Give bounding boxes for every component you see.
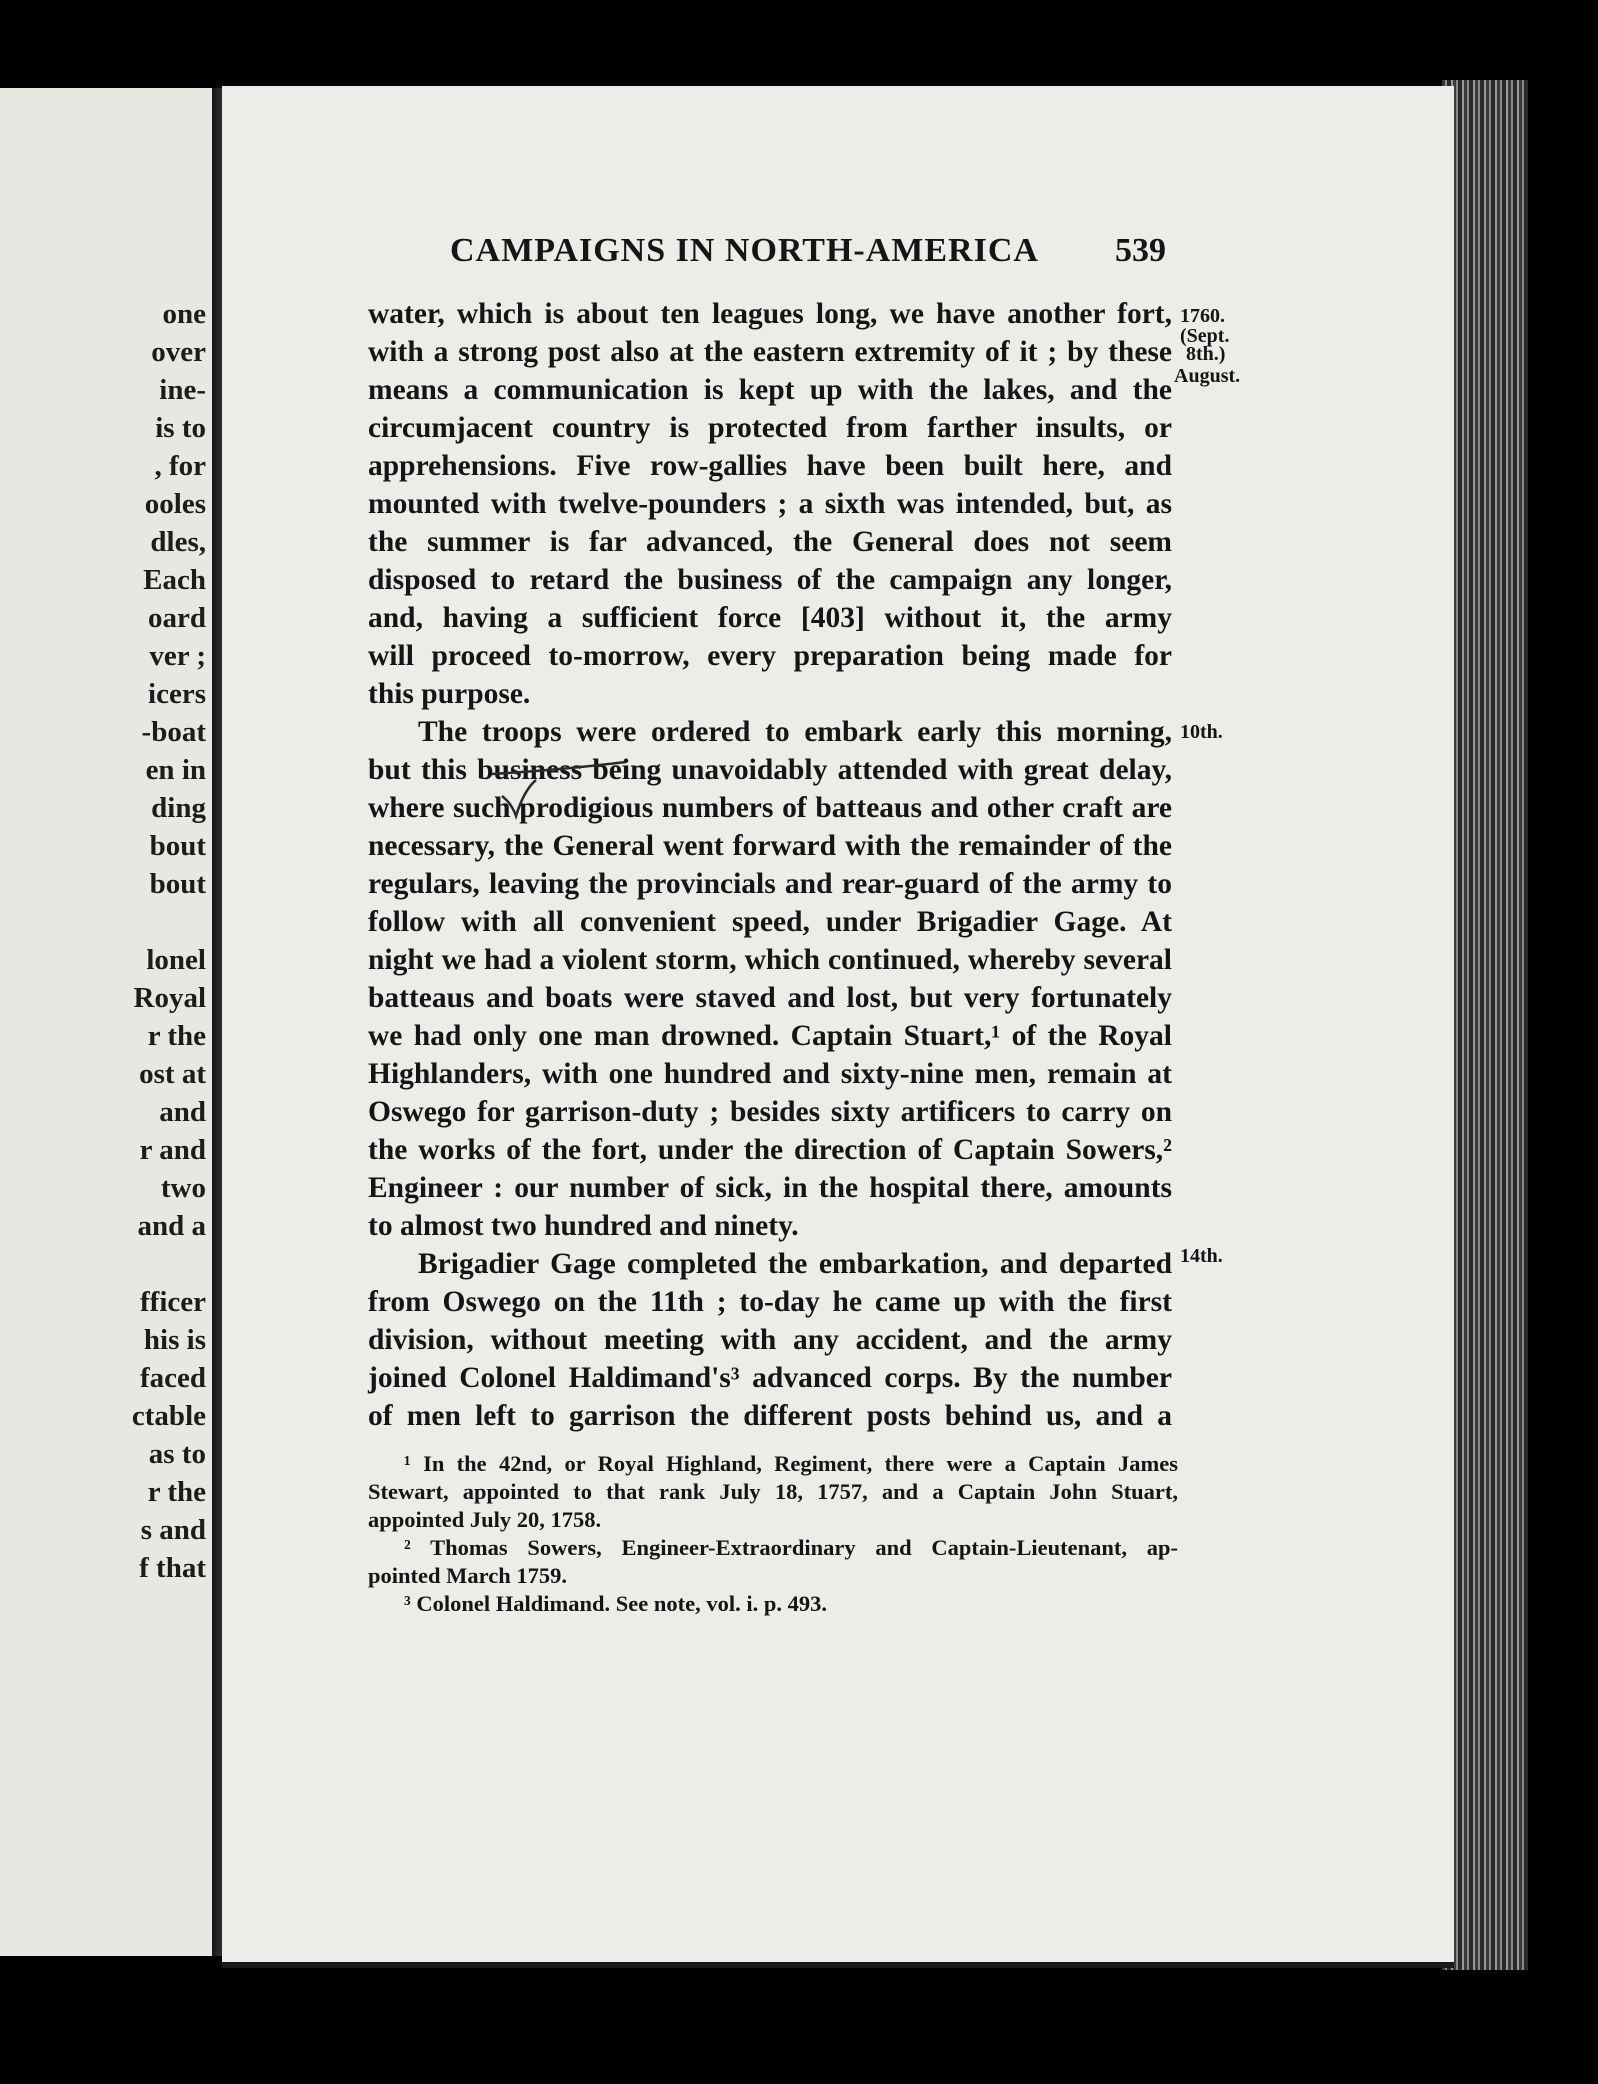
facing-page-line: two: [160, 1172, 206, 1204]
body-line: necessary, the General went forward with the remainder of the: [368, 830, 1172, 862]
facing-page-line: en in: [145, 754, 206, 786]
body-line: to almost two hundred and ninety.: [368, 1210, 799, 1242]
facing-page-line: and: [159, 1096, 206, 1128]
footnote-line: ² Thomas Sowers, Engineer-Extraordinary and Captain-Lieutenant, ap-: [404, 1535, 1178, 1560]
body-line: division, without meeting with any accident, and the army: [368, 1324, 1172, 1356]
body-line: regulars, leaving the provincials and rear-guard of the army to: [368, 868, 1172, 900]
body-line: the summer is far advanced, the General does not seem: [368, 526, 1172, 558]
body-line: apprehensions. Five row-gallies have been built here, and: [368, 450, 1172, 482]
body-line: night we had a violent storm, which continued, whereby several: [368, 944, 1172, 976]
body-line: mounted with twelve-pounders ; a sixth was intended, but, as: [368, 488, 1172, 520]
footnote-line: ³ Colonel Haldimand. See note, vol. i. p. 493.: [404, 1591, 828, 1616]
body-line: the works of the fort, under the direction of Captain Sowers,²: [368, 1134, 1172, 1166]
body-line: Engineer : our number of sick, in the hospital there, amounts: [368, 1172, 1172, 1204]
facing-page-line: ine-: [159, 374, 206, 406]
body-line: from Oswego on the 11th ; to-day he came up with the first: [368, 1286, 1172, 1318]
facing-page-line: dles,: [150, 526, 206, 558]
margin-note-year: 1760.: [1180, 305, 1225, 327]
facing-page-line: fficer: [140, 1286, 206, 1318]
facing-page-line: -boat: [141, 716, 206, 748]
facing-page-line: faced: [139, 1362, 206, 1394]
facing-page-line: over: [151, 336, 206, 368]
body-line: this purpose.: [368, 678, 531, 710]
facing-page-line: lonel: [146, 944, 206, 976]
footnote-line: Stewart, appointed to that rank July 18, 1757, and a Captain John Stuart,: [368, 1479, 1178, 1504]
facing-page-line: ost at: [139, 1058, 206, 1090]
footnote-line: ¹ In the 42nd, or Royal Highland, Regiment, there were a Captain James: [404, 1451, 1178, 1476]
facing-page-line: ooles: [144, 488, 206, 520]
facing-page-line: f that: [139, 1552, 206, 1584]
facing-page-line: bout: [149, 830, 206, 862]
running-head: CAMPAIGNS IN NORTH-AMERICA: [450, 232, 1039, 269]
facing-page-line: ding: [151, 792, 206, 824]
body-line: but this business being unavoidably attended with great delay,: [368, 754, 1172, 786]
facing-page-line: s and: [140, 1514, 206, 1546]
facing-page-line: ctable: [131, 1400, 206, 1432]
facing-page-line: and a: [137, 1210, 206, 1242]
facing-page-line: his is: [143, 1324, 206, 1356]
facing-page-line: Royal: [133, 982, 206, 1014]
facing-page-line: icers: [148, 678, 206, 710]
pencil-annotation: [490, 760, 630, 830]
body-line: of men left to garrison the different posts behind us, and a: [368, 1400, 1172, 1432]
margin-note-14th: 14th.: [1180, 1245, 1223, 1267]
body-line: Highlanders, with one hundred and sixty-nine men, remain at: [368, 1058, 1172, 1090]
margin-note-sept: (Sept.: [1180, 325, 1230, 347]
body-line: follow with all convenient speed, under Brigadier Gage. At: [368, 906, 1172, 938]
body-line: Brigadier Gage completed the embarkation, and departed: [418, 1248, 1172, 1280]
body-line: joined Colonel Haldimand's³ advanced corps. By the number: [368, 1362, 1172, 1394]
page-number: 539: [1115, 232, 1166, 269]
body-line: Oswego for garrison-duty ; besides sixty artificers to carry on: [368, 1096, 1172, 1128]
facing-page-line: ver ;: [149, 640, 206, 672]
body-line: means a communication is kept up with the lakes, and the: [368, 374, 1172, 406]
body-line: batteaus and boats were staved and lost, but very fortunately: [368, 982, 1172, 1014]
facing-page-line: bout: [149, 868, 206, 900]
body-line: circumjacent country is protected from farther insults, or: [368, 412, 1172, 444]
facing-page-line: as to: [148, 1438, 206, 1470]
body-line: with a strong post also at the eastern extremity of it ; by these: [368, 336, 1172, 368]
facing-page-line: , for: [154, 450, 206, 482]
margin-note-10th: 10th.: [1180, 721, 1223, 743]
page-edges: [1442, 80, 1528, 1970]
facing-page: [0, 88, 222, 1956]
facing-page-line: oard: [148, 602, 206, 634]
body-line: we had only one man drowned. Captain Stuart,¹ of the Royal: [368, 1020, 1172, 1052]
margin-note-sept-day: 8th.): [1186, 343, 1226, 365]
margin-note-august: August.: [1174, 365, 1241, 387]
facing-page-line: Each: [143, 564, 206, 596]
body-line: The troops were ordered to embark early this morning,: [418, 716, 1172, 748]
body-line: disposed to retard the business of the campaign any longer,: [368, 564, 1172, 596]
footnote-line: appointed July 20, 1758.: [368, 1507, 602, 1532]
facing-page-line: is to: [155, 412, 206, 444]
body-line: and, having a sufficient force [403] without it, the army: [368, 602, 1172, 634]
facing-page-line: one: [162, 298, 206, 330]
facing-page-line: r the: [147, 1476, 206, 1508]
footnote-line: pointed March 1759.: [368, 1563, 567, 1588]
body-line: will proceed to-morrow, every preparation being made for: [368, 640, 1172, 672]
body-line: where such prodigious numbers of batteaus and other craft are: [368, 792, 1172, 824]
body-line: water, which is about ten leagues long, we have another fort,: [368, 298, 1172, 330]
facing-page-line: r and: [139, 1134, 206, 1166]
facing-page-line: r the: [147, 1020, 206, 1052]
